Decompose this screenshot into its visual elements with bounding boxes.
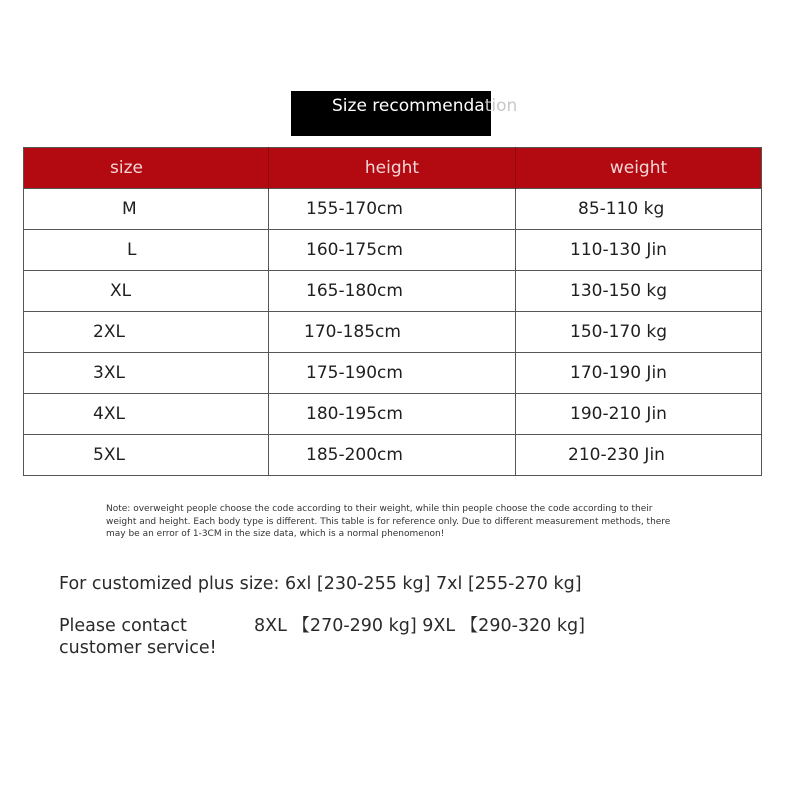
table-header-row	[24, 148, 762, 189]
size-note: Note: overweight people choose the code according to their weight, while thin people choose the code according to their weight and height. Each body type is different. This table is for reference only. Due to different measurement methods, there may be an error of 1-3CM in the size data, which is a normal phenomenon!	[106, 504, 671, 539]
table-row	[24, 189, 762, 230]
weight-cell: 210-230 Jin	[516, 435, 762, 476]
size-chart-table	[23, 147, 762, 476]
height-cell: 185-200cm	[269, 435, 516, 476]
page-title	[332, 95, 517, 117]
size-cell: 4XL	[24, 394, 269, 435]
size-cell: 2XL	[24, 312, 269, 353]
size-cell: M	[24, 189, 269, 230]
height-cell: 165-180cm	[269, 271, 516, 312]
table-row	[24, 353, 762, 394]
header-height: height	[269, 148, 516, 189]
title-main-text: Size recommenda	[332, 96, 485, 116]
weight-cell: 130-150 kg	[516, 271, 762, 312]
header-weight: weight	[516, 148, 762, 189]
height-cell: 180-195cm	[269, 394, 516, 435]
weight-cell: 170-190 Jin	[516, 353, 762, 394]
height-cell: 155-170cm	[269, 189, 516, 230]
size-cell: 5XL	[24, 435, 269, 476]
height-cell: 170-185cm	[269, 312, 516, 353]
size-cell: 3XL	[24, 353, 269, 394]
weight-cell: 85-110 kg	[516, 189, 762, 230]
table-row	[24, 394, 762, 435]
weight-cell: 110-130 Jin	[516, 230, 762, 271]
extra-sizes-text: 8XL 【270-290 kg] 9XL 【290-320 kg]	[254, 616, 585, 636]
height-cell: 160-175cm	[269, 230, 516, 271]
size-cell: XL	[24, 271, 269, 312]
weight-cell: 190-210 Jin	[516, 394, 762, 435]
table-row	[24, 271, 762, 312]
height-cell: 175-190cm	[269, 353, 516, 394]
table-row	[24, 312, 762, 353]
customized-size-line: For customized plus size: 6xl [230-255 kg] 7xl [255-270 kg]	[59, 574, 582, 594]
header-size: size	[24, 148, 269, 189]
size-cell: L	[24, 230, 269, 271]
weight-cell: 150-170 kg	[516, 312, 762, 353]
contact-service-text: Please contact customer service!	[59, 616, 217, 658]
table-row	[24, 435, 762, 476]
title-tail-text: tion	[484, 96, 518, 116]
table-row	[24, 230, 762, 271]
